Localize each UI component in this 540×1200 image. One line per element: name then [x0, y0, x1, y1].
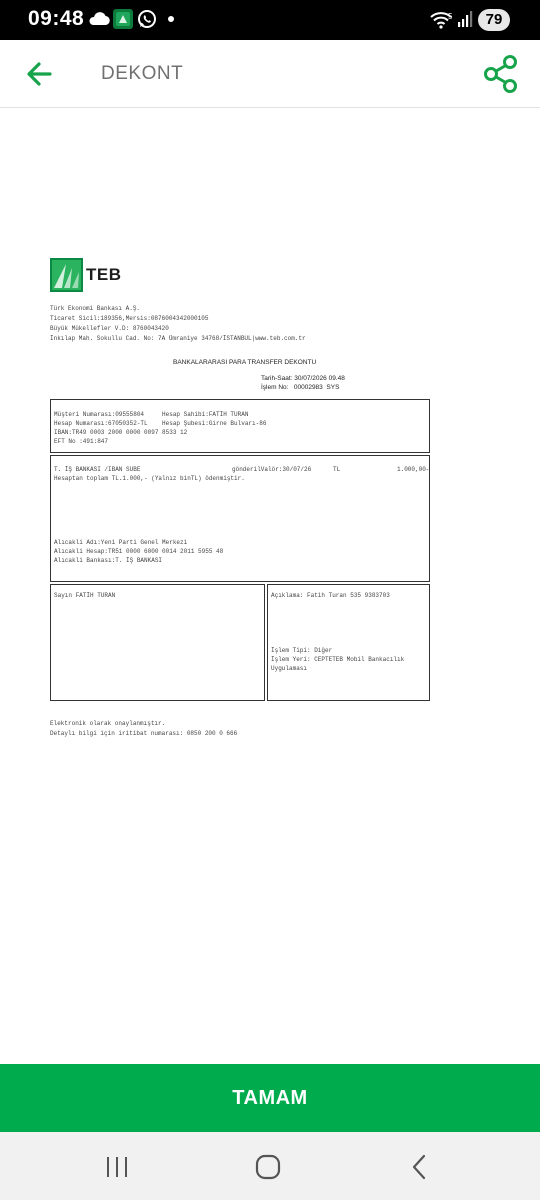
arrow-left-icon[interactable]	[22, 56, 58, 92]
details-box	[267, 584, 430, 701]
whatsapp-icon	[137, 9, 157, 29]
date-time: Tarih-Saat: 30/07/2026 09.48	[261, 375, 345, 382]
transfer-info-box	[50, 455, 430, 582]
customer-line: Hesap Numarası:67050352-TL Hesap Şubesi:Girne Bulvarı-86	[54, 420, 267, 427]
recipient-name: Sayın FATİH TURAN	[54, 592, 116, 599]
home-icon[interactable]	[253, 1152, 283, 1182]
receipt-document	[48, 258, 432, 748]
description-line: Açıklama: Fatih Turan 535 9383703	[271, 592, 390, 599]
amount: 1.000,00-	[397, 466, 430, 473]
wifi-badge: 5	[448, 12, 453, 21]
app-bar	[0, 40, 540, 108]
bank-info-line: Büyük Mükellefler V.D: 8760043420	[50, 325, 169, 332]
page-title: DEKONT	[101, 63, 184, 84]
transaction-type: İşlem Tipi: Diğer	[271, 647, 333, 654]
system-nav-bar	[0, 1132, 540, 1200]
customer-info-box	[50, 399, 430, 453]
tamam-button[interactable]: TAMAM	[0, 1064, 540, 1132]
receiver-name: Alıcakli Adı:Yeni Parti Genel Merkezi	[54, 539, 188, 546]
receiver-bank: Alıcakli Bankası:T. İŞ BANKASI	[54, 557, 163, 564]
transaction-number: İşlem No: 00002983 SYS	[261, 384, 340, 391]
share-icon[interactable]	[482, 54, 520, 94]
iban-line: IBAN:TR49 0003 2000 0000 0097 8533 12	[54, 429, 188, 436]
receiver-bank-line: T. İŞ BANKASI /IBAN SUBE	[54, 466, 141, 473]
bank-info-line: Türk Ekonomi Bankası A.Ş.	[50, 305, 141, 312]
signal-icon	[457, 10, 473, 28]
document-title: BANKALARARASI PARA TRANSFER DEKONTU	[173, 359, 317, 366]
bank-info-line: İnkılap Mah. Sokullu Cad. No: 7A Ümraniye 34768/İSTANBUL|www.teb.com.tr	[50, 335, 306, 342]
wifi-icon	[430, 10, 454, 30]
transaction-place: İşlem Yeri: CEPTETEB Mobil Bankacılık	[271, 656, 405, 663]
battery-icon: 79	[478, 9, 510, 31]
logo-text: TEB	[86, 265, 122, 284]
teb-app-icon	[113, 9, 133, 29]
footer-line: Detaylı bilgi için iritibat numarası: 0850 200 0 666	[50, 730, 238, 737]
receiver-account: Alıcakli Hesap:TR51 0000 6000 0014 2011 5955 48	[54, 548, 224, 555]
transaction-place-cont: Uygulaması	[271, 665, 308, 672]
recipient-box	[50, 584, 265, 701]
bank-info-line: Ticaret Sicil:189356,Mersis:0876004342000105	[50, 315, 209, 322]
teb-logo-icon	[50, 258, 83, 292]
status-bar	[0, 0, 540, 40]
amount-description: Hesaptan toplam TL.1.000,- (Yalnız binTL) ödenmiştir.	[54, 475, 245, 482]
recent-apps-icon[interactable]	[102, 1152, 132, 1182]
eft-number: EFT No :491:847	[54, 438, 109, 445]
status-time: 09:48	[28, 7, 85, 30]
footer-line: Elektronik olarak onaylanmıştır.	[50, 720, 166, 727]
currency: TL	[333, 466, 341, 473]
cloud-icon	[88, 10, 110, 26]
back-icon[interactable]	[405, 1152, 435, 1182]
customer-line: Müşteri Numarası:09555804 Hesap Sahibi:FATİH TURAN	[54, 411, 249, 418]
dot-icon	[167, 15, 175, 23]
valor-date: gönderilValör:30/07/26	[232, 466, 312, 473]
